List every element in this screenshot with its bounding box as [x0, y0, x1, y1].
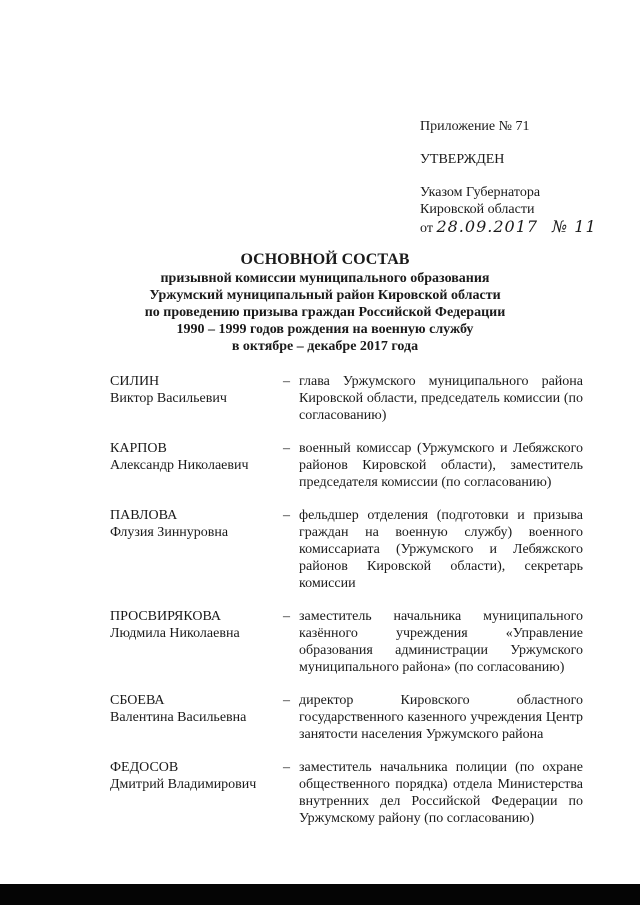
member-surname: ФЕДОСОВ	[110, 760, 179, 775]
title-line-2: Уржумский муниципальный район Кировской области	[149, 288, 501, 303]
title-line-1: призывной комиссии муниципального образования	[160, 271, 490, 286]
member-entry	[110, 759, 590, 827]
member-role: заместитель начальника полиции (по охране общественного порядка) отдела Министерства внутренних дел Российской Федерации по Уржумскому району (по согласованию)	[299, 760, 583, 826]
member-surname: СБОЕВА	[110, 693, 165, 708]
member-entry	[110, 440, 590, 491]
dash-separator: –	[283, 508, 290, 523]
member-name: Валентина Васильевна	[110, 710, 247, 725]
member-person	[110, 608, 283, 676]
member-name: Виктор Васильевич	[110, 391, 227, 406]
dash-separator: –	[283, 441, 290, 456]
decree-line-2: Кировской области	[420, 202, 535, 217]
member-person	[110, 440, 283, 491]
annex-number: Приложение № 71	[420, 119, 530, 134]
member-name: Людмила Николаевна	[110, 626, 240, 641]
approved-label: УТВЕРЖДЕН	[420, 152, 505, 167]
member-role: заместитель начальника муниципального казённого учреждения «Управление образования администрации Уржумского муниципального района» (по согласованию)	[299, 609, 583, 675]
member-name: Дмитрий Владимирович	[110, 777, 257, 792]
dash-separator: –	[283, 760, 290, 775]
member-name: Александр Николаевич	[110, 458, 249, 473]
title-line-3: по проведению призыва граждан Российской Федерации	[144, 305, 506, 320]
decree-line-1: Указом Губернатора	[420, 185, 541, 200]
member-person	[110, 507, 283, 592]
member-entry	[110, 507, 590, 592]
member-surname: КАРПОВ	[110, 441, 167, 456]
handwritten-number: № 11	[552, 217, 597, 236]
member-role: фельдшер отделения (подготовки и призыва граждан на военную службу) военного комиссариата (Уржумского и Лебяжского районов Кировской области), секретарь комиссии	[299, 508, 583, 591]
dash-separator: –	[283, 609, 290, 624]
document-title	[40, 250, 610, 355]
member-role: директор Кировского областного государственного казенного учреждения Центр занятости населения Уржумского района	[299, 693, 583, 742]
member-entry	[110, 373, 590, 424]
handwritten-date: 28.09.2017	[436, 217, 539, 236]
member-name: Флузия Зиннуровна	[110, 525, 229, 540]
member-person	[110, 373, 283, 424]
member-role: военный комиссар (Уржумского и Лебяжского районов Кировской области), заместитель председателя комиссии (по согласованию)	[299, 441, 583, 490]
member-entry	[110, 608, 590, 676]
member-person	[110, 759, 283, 827]
dash-separator: –	[283, 374, 290, 389]
decree-date-line	[420, 218, 630, 237]
date-prefix: от	[420, 221, 433, 236]
dash-separator: –	[283, 693, 290, 708]
member-entry	[110, 692, 590, 743]
title-main: ОСНОВНОЙ СОСТАВ	[240, 251, 410, 268]
member-person	[110, 692, 283, 743]
annex-block	[420, 118, 630, 237]
member-surname: СИЛИН	[110, 374, 160, 389]
title-line-4: 1990 – 1999 годов рождения на военную службу	[176, 322, 474, 337]
title-line-5: в октябре – декабре 2017 года	[231, 339, 419, 354]
scan-edge-bar	[0, 884, 640, 905]
member-surname: ПРОСВИРЯКОВА	[110, 609, 222, 624]
members-list	[110, 373, 590, 843]
member-surname: ПАВЛОВА	[110, 508, 178, 523]
member-role: глава Уржумского муниципального района Кировской области, председатель комиссии (по согласованию)	[299, 374, 583, 423]
